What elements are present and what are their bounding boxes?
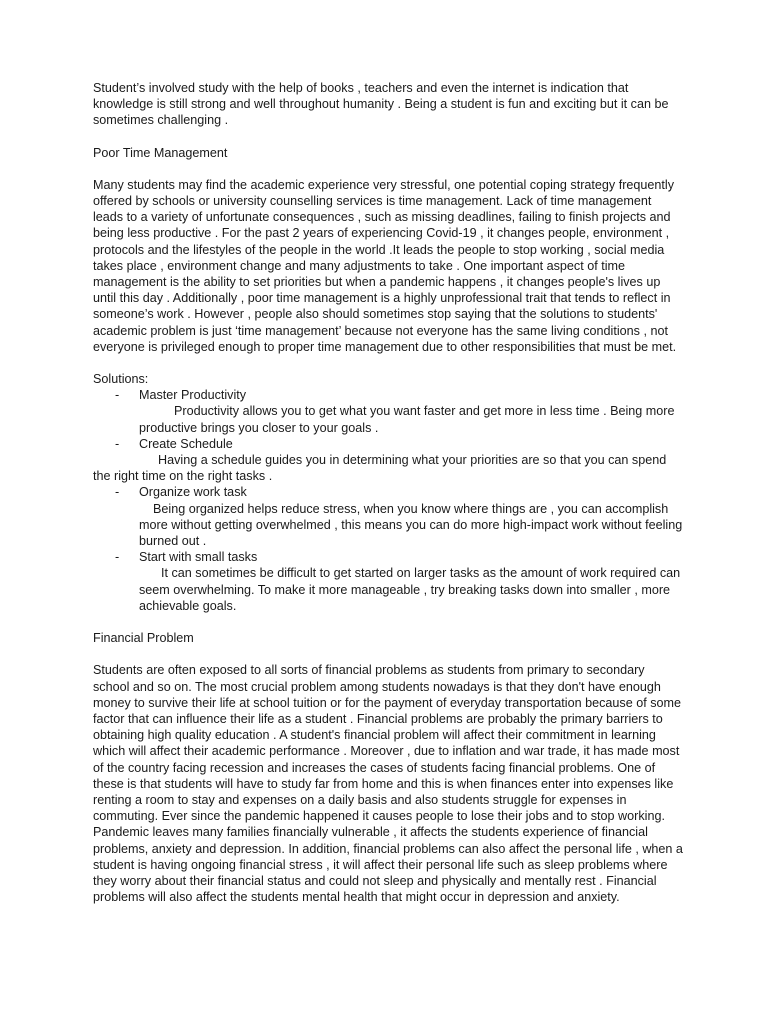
solutions-list: [93, 387, 686, 614]
solution-title: Start with small tasks: [139, 550, 258, 565]
section-heading-financial-problem: Financial Problem: [93, 631, 194, 646]
bullet-dash: -: [115, 485, 120, 500]
bullet-dash: -: [115, 436, 120, 451]
solutions-label: Solutions:: [93, 372, 149, 387]
section-heading-time-management: Poor Time Management: [93, 145, 228, 160]
solution-text: Productivity allows you to get what you want faster and get more in less time . Being more productive brings you closer to your goals .: [139, 404, 678, 435]
solution-item-start-small-tasks: [93, 549, 683, 614]
solution-title: Organize work task: [139, 485, 247, 500]
bullet-dash: -: [115, 388, 120, 403]
solution-item-organize-work-task: [93, 484, 686, 549]
solution-text: It can sometimes be difficult to get started on larger tasks as the amount of work required can seem overwhelming. To make it more manageable , try breaking tasks down into smaller , more achievable goals.: [139, 566, 684, 613]
solution-title: Create Schedule: [139, 436, 233, 451]
solution-title: Master Productivity: [139, 388, 247, 403]
solution-text: Being organized helps reduce stress, when you know where things are , you can accomplish more without getting overwhelmed , this means you can do more high-impact work without feeling burned out .: [139, 501, 686, 549]
document-page: [93, 80, 687, 905]
solution-text: Having a schedule guides you in determining what your priorities are so that you can spend the right time on the right tasks .: [93, 453, 670, 484]
intro-paragraph: Student’s involved study with the help of books , teachers and even the internet is indication that knowledge is still strong and well throughout humanity . Being a student is fun and exciting but it can be sometimes challenging .: [93, 81, 672, 128]
solution-item-create-schedule: [93, 436, 683, 485]
solution-item-master-productivity: [93, 387, 683, 436]
bullet-dash: -: [115, 550, 120, 565]
time-management-paragraph: Many students may find the academic experience very stressful, one potential coping strategy frequently offered by schools or university counselling services is time management. Lack of time management leads to a variety of unfortunate consequences , such as missing deadlines, failing to finish projects and being less productive . For the past 2 years of experiencing Covid-19 , it changes people, environment , protocols and the lifestyles of the people in the world .It leads the people to stop working , social media takes place , environment change and many adjustments to take . One important aspect of time management is the ability to set priorities but when a pandemic happens , it changes people's lives up until this day . Additionally , poor time management is a highly unprofessional trait that tends to reflect in someone’s work . However , people also should sometimes stop saying that the solutions to students' academic problem is just ‘time management’ because not everyone has the same living conditions , not everyone is privileged enough to proper time management due to other responsibilities that must be met.: [93, 177, 678, 354]
financial-problem-paragraph: Students are often exposed to all sorts of financial problems as students from primary to secondary school and so on. The most crucial problem among students nowadays is that they don't have enough money to survive their life at school tuition or for the payment of everyday transportation because of some factor that can influence their life as a student . Financial problems are probably the primary barriers to obtaining high quality education . A student's financial problem will affect their commitment in learning which will affect their academic performance . Moreover , due to inflation and war trade, it has made most of the country facing recession and increases the cases of students facing financial problems. One of these is that students will have to study far from home and this is when finances enter into expenses like renting a room to stay and expenses on a daily basis and also students struggle for expenses in commuting. Ever since the pandemic happened it causes people to lose their jobs and to stop working. Pandemic leaves many families financially vulnerable , it affects the students experience of financial problems, anxiety and depression. In addition, financial problems can also affect the personal life , when a student is having ongoing financial stress , it will affect their personal life such as sleep problems where they worry about their financial status and could not sleep and physically and mentally rest . Financial problems will also affect the students mental health that might occur in depression and anxiety.: [93, 663, 687, 905]
